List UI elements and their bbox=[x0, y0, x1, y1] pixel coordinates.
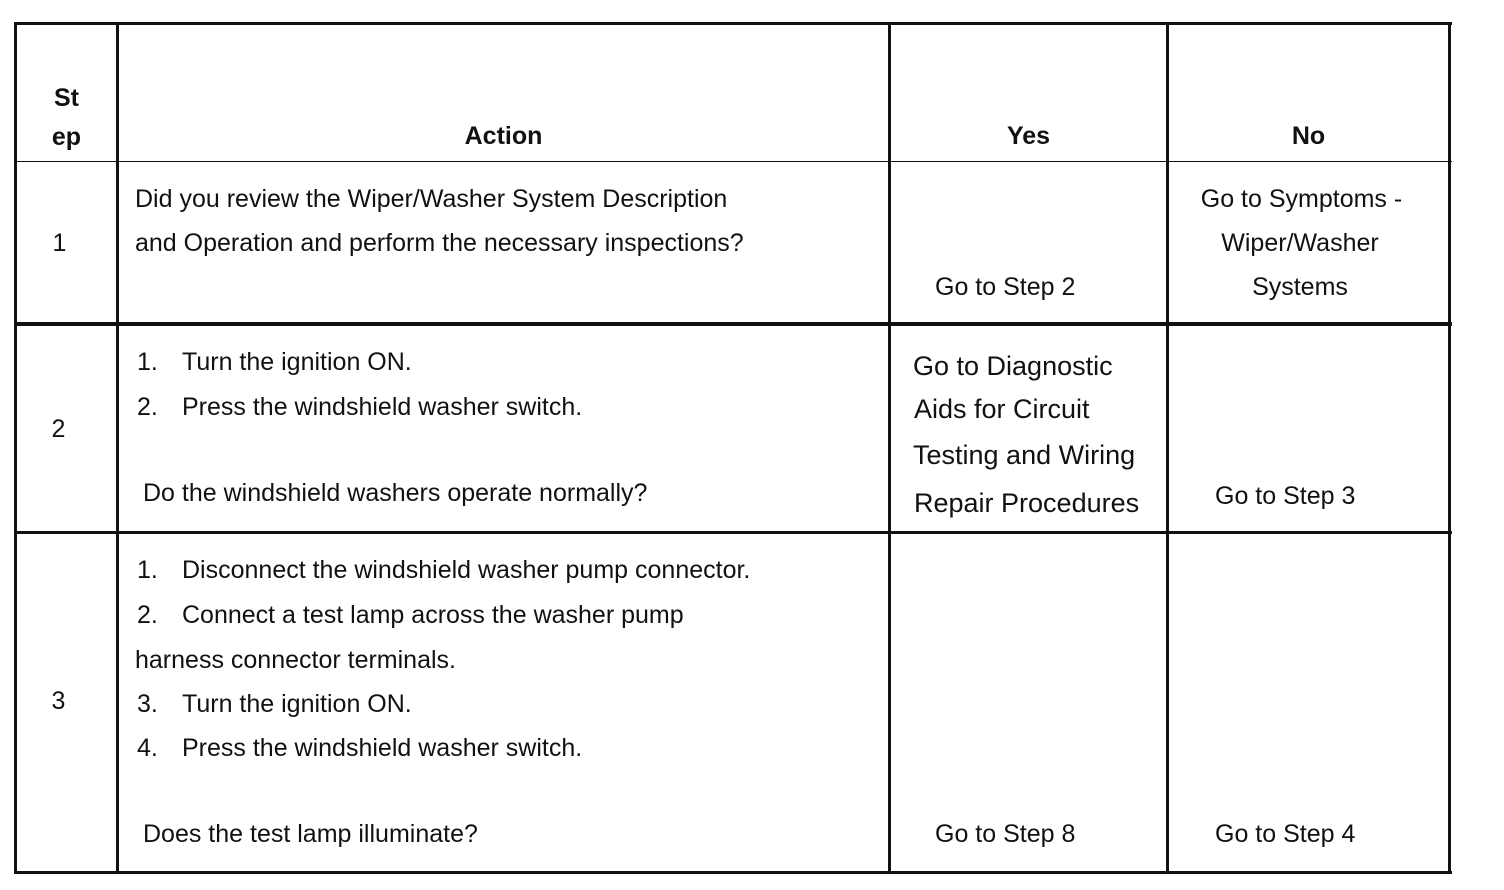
row-2-step: 2 bbox=[51, 415, 66, 443]
row-1-no-line-3: Systems bbox=[1252, 273, 1348, 301]
header-yes: Yes bbox=[1006, 122, 1051, 150]
row-1-no-line-2: Wiper/Washer bbox=[1221, 229, 1379, 257]
row-2-action-item-2-text: Press the windshield washer switch. bbox=[182, 393, 583, 421]
row-1-action-line-2: and Operation and perform the necessary inspections? bbox=[135, 229, 744, 257]
row-2-question: Do the windshield washers operate normally? bbox=[143, 479, 648, 507]
header-action: Action bbox=[464, 122, 543, 150]
row-3-action-item-3-num: 3. bbox=[137, 690, 158, 718]
row-3-action-item-1-num: 1. bbox=[137, 556, 158, 584]
header-no: No bbox=[1291, 122, 1326, 150]
row-divider-1 bbox=[14, 322, 1452, 326]
row-1-step: 1 bbox=[52, 229, 67, 257]
row-2-yes-line-4: Repair Procedures bbox=[914, 488, 1140, 518]
table-border-bottom bbox=[14, 871, 1452, 874]
row-3-step: 3 bbox=[51, 687, 66, 715]
header-step-line-2: ep bbox=[51, 123, 82, 151]
row-1-no-line-1: Go to Symptoms - bbox=[1200, 185, 1403, 213]
row-1-yes: Go to Step 2 bbox=[935, 273, 1076, 301]
row-3-action-item-4-num: 4. bbox=[137, 734, 158, 762]
row-2-yes-line-3: Testing and Wiring bbox=[913, 440, 1136, 470]
table-border-right bbox=[1448, 22, 1451, 874]
row-3-action-item-4-text: Press the windshield washer switch. bbox=[182, 734, 583, 762]
table-border-top bbox=[14, 22, 1452, 25]
row-divider-2 bbox=[14, 531, 1452, 534]
row-2-action-item-2-num: 2. bbox=[137, 393, 158, 421]
row-2-yes-line-1: Go to Diagnostic bbox=[913, 351, 1113, 381]
row-3-action-item-2-cont: harness connector terminals. bbox=[135, 646, 456, 674]
row-2-action-item-1-num: 1. bbox=[137, 348, 158, 376]
row-3-question: Does the test lamp illuminate? bbox=[143, 820, 478, 848]
row-2-action-item-1-text: Turn the ignition ON. bbox=[182, 348, 412, 376]
row-3-no: Go to Step 4 bbox=[1215, 820, 1356, 848]
row-1-action-line-1: Did you review the Wiper/Washer System Description bbox=[135, 185, 728, 213]
row-3-action-item-1-text: Disconnect the windshield washer pump connector. bbox=[182, 556, 751, 584]
row-3-action-item-2-text: Connect a test lamp across the washer pump bbox=[182, 601, 684, 629]
row-2-no: Go to Step 3 bbox=[1215, 482, 1356, 510]
row-3-yes: Go to Step 8 bbox=[935, 820, 1076, 848]
row-3-action-item-3-text: Turn the ignition ON. bbox=[182, 690, 412, 718]
header-step-line-1: St bbox=[54, 84, 79, 112]
header-divider bbox=[14, 161, 1452, 162]
row-2-yes-line-2: Aids for Circuit bbox=[914, 394, 1090, 424]
row-3-action-item-2-num: 2. bbox=[137, 601, 158, 629]
